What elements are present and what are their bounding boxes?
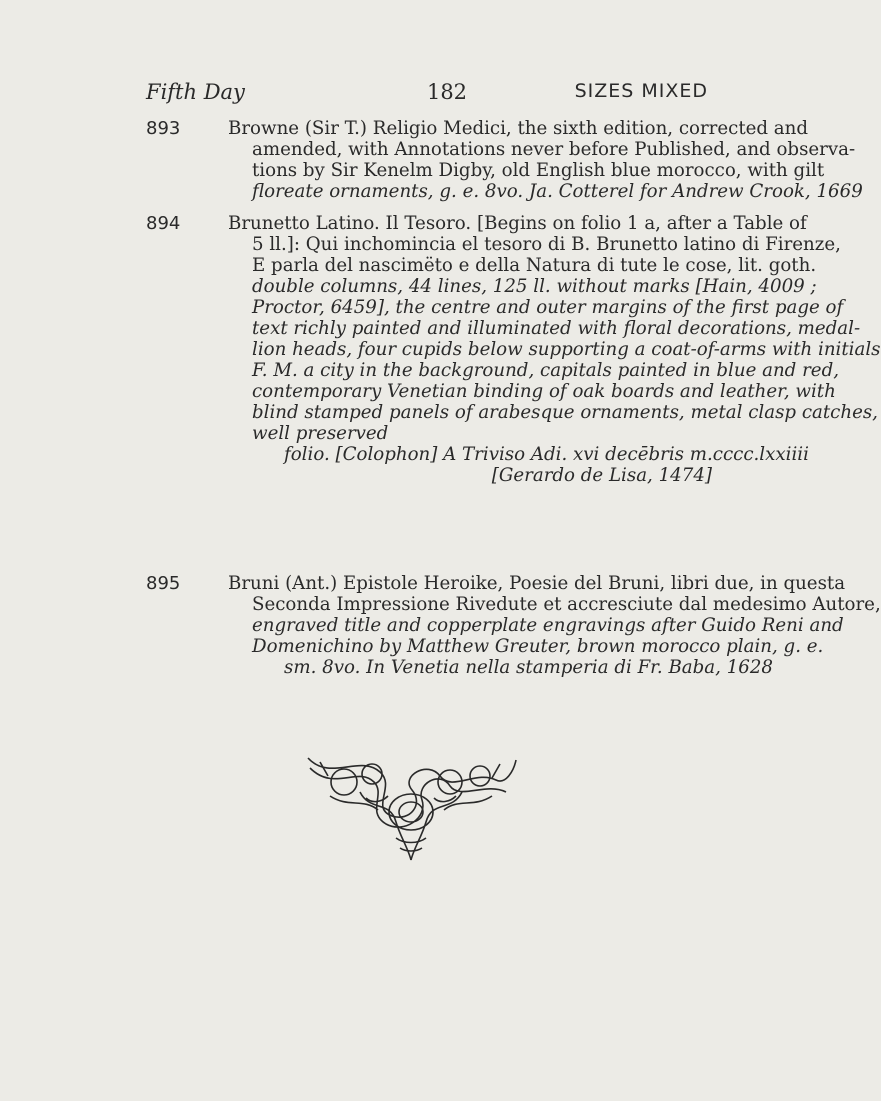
entry-line: Brunetto Latino. Il Tesoro. [Begins on folio 1 a, after a Table of bbox=[228, 213, 807, 234]
lot-number: 893 bbox=[146, 118, 181, 139]
entry-line: engraved title and copperplate engravings after Guido Reni and bbox=[252, 615, 844, 636]
entry-line: 5 ll.]: Qui inchomincia el tesoro di B. Brunetto latino di Firenze, bbox=[252, 234, 841, 255]
entry-line: Proctor, 6459], the centre and outer margins of the first page of bbox=[252, 297, 844, 318]
entry-description bbox=[228, 118, 863, 202]
lot-number: 894 bbox=[146, 213, 181, 234]
entry-description bbox=[228, 573, 881, 678]
entry-description bbox=[228, 213, 881, 486]
entry-line: contemporary Venetian binding of oak boards and leather, with bbox=[252, 381, 836, 402]
entry-line: floreate ornaments, g. e. 8vo. Ja. Cotterel for Andrew Crook, 1669 bbox=[252, 181, 863, 202]
page-number: 182 bbox=[426, 80, 468, 104]
entry-line: lion heads, four cupids below supporting a coat-of-arms with initials bbox=[252, 339, 881, 360]
entry-imprint: sm. 8vo. In Venetia nella stamperia di Fr. Baba, 1628 bbox=[284, 657, 773, 678]
entry-line: double columns, 44 lines, 125 ll. without marks [Hain, 4009 ; bbox=[252, 276, 817, 297]
entry-printer: [Gerardo de Lisa, 1474] bbox=[491, 465, 712, 486]
entry-line: blind stamped panels of arabesque ornaments, metal clasp catches, bbox=[252, 402, 878, 423]
entry-line: tions by Sir Kenelm Digby, old English blue morocco, with gilt bbox=[252, 160, 825, 181]
entry-line: well preserved bbox=[252, 423, 389, 444]
floral-knot-ornament-icon bbox=[300, 752, 522, 866]
catalogue-entry bbox=[146, 213, 881, 486]
catalogue-entry bbox=[146, 118, 863, 202]
header-day: Fifth Day bbox=[146, 80, 245, 104]
lot-number: 895 bbox=[146, 573, 181, 594]
entry-line: Browne (Sir T.) Religio Medici, the sixth edition, corrected and bbox=[228, 118, 809, 139]
entry-line: F. M. a city in the background, capitals painted in blue and red, bbox=[252, 360, 839, 381]
header-section: SIZES MIXED bbox=[574, 80, 708, 102]
entry-line: Bruni (Ant.) Epistole Heroike, Poesie del Bruni, libri due, in questa bbox=[228, 573, 846, 594]
entry-line: Seconda Impressione Rivedute et accresciute dal medesimo Autore, bbox=[252, 594, 881, 615]
entry-line: text richly painted and illuminated with floral decorations, medal- bbox=[252, 318, 861, 339]
entry-line: amended, with Annotations never before Published, and observa- bbox=[252, 139, 856, 160]
entry-line: Domenichino by Matthew Greuter, brown morocco plain, g. e. bbox=[252, 636, 824, 657]
catalogue-entry bbox=[146, 573, 881, 678]
entry-line: E parla del nascimëto e della Natura di tute le cose, lit. goth. bbox=[252, 255, 817, 276]
running-header bbox=[146, 80, 708, 110]
entry-imprint: folio. [Colophon] A Triviso Adi. xvi decēbris m.cccc.lxxiiii bbox=[284, 444, 809, 465]
